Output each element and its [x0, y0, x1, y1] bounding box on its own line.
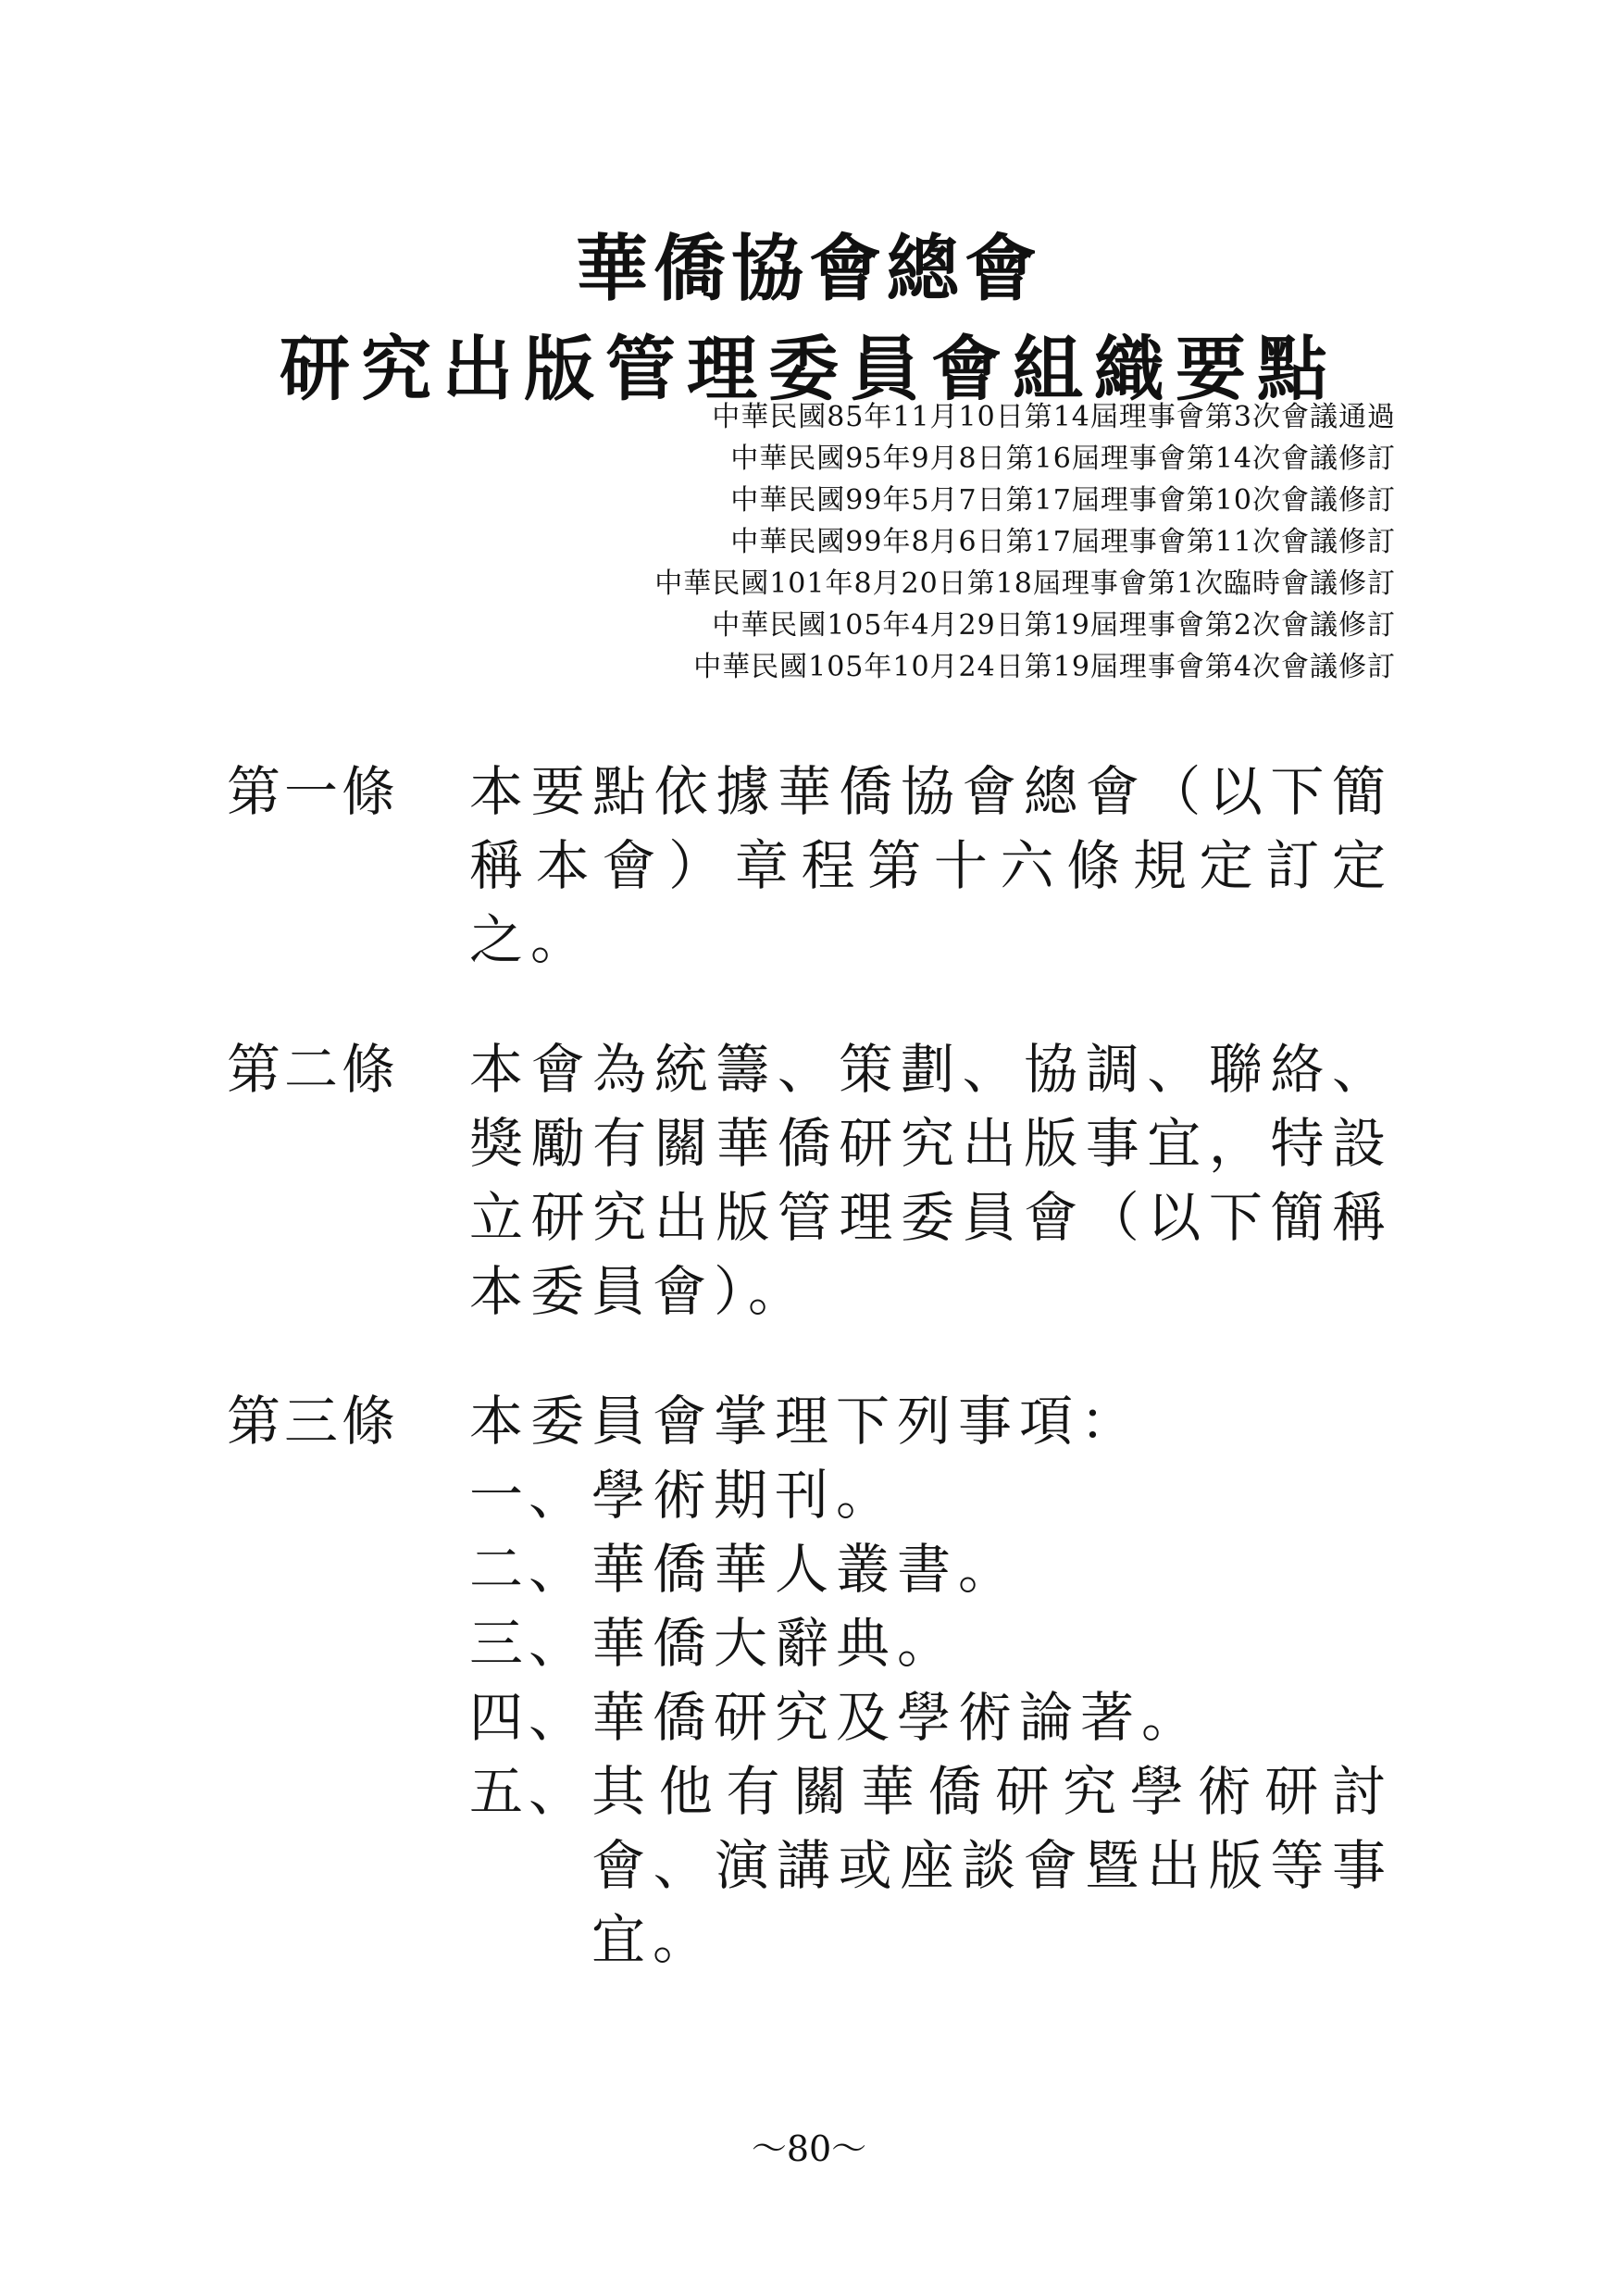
article-body: [469, 1384, 1393, 1977]
history-line: 中華民國85年11月10日第14屆理事會第3次會議通過: [712, 401, 1396, 433]
list-item: [469, 1754, 1393, 1977]
item-text: 華僑研究及學術論著。: [591, 1686, 1203, 1749]
page-number: ～80～: [751, 2128, 867, 2169]
document-subtitle: 研究出版管理委員會組織要點: [280, 328, 1338, 410]
article-3: [227, 1384, 1393, 1977]
history-line: 中華民國99年5月7日第17屆理事會第10次會議修訂: [730, 484, 1396, 517]
item-number: 一、: [469, 1464, 589, 1527]
amendment-history: [654, 396, 1396, 688]
history-line: 中華民國101年8月20日第18屆理事會第1次臨時會議修訂: [654, 568, 1396, 600]
document-title: 華僑協會總會: [575, 227, 1042, 311]
item-text: 華僑華人叢書。: [591, 1538, 1020, 1601]
history-line: 中華民國105年10月24日第19屆理事會第4次會議修訂: [693, 651, 1396, 683]
list-item: [469, 1606, 1393, 1680]
list-item: [469, 1532, 1393, 1606]
item-number: 四、: [469, 1686, 589, 1749]
article-2: [227, 1032, 1393, 1329]
article-text: 本會為統籌、策劃、協調、聯絡、獎勵有關華僑研究出版事宜，特設立研究出版管理委員會（以下簡稱本委員會）。: [469, 1038, 1393, 1323]
article-1: [227, 755, 1393, 977]
article-label: 第三條: [227, 1390, 400, 1453]
article-text: 本要點依據華僑協會總會（以下簡稱本會）章程第十六條規定訂定之。: [469, 760, 1393, 971]
list-item: [469, 1458, 1393, 1532]
article-text: 本委員會掌理下列事項：: [469, 1390, 1142, 1453]
history-line: 中華民國105年4月29日第19屆理事會第2次會議修訂: [712, 609, 1396, 642]
history-line: 中華民國99年8月6日第17屆理事會第11次會議修訂: [730, 526, 1396, 558]
history-line: 中華民國95年9月8日第16屆理事會第14次會議修訂: [730, 443, 1396, 475]
item-text: 華僑大辭典。: [591, 1612, 959, 1675]
duty-list: [469, 1458, 1393, 1977]
article-label: 第一條: [227, 760, 400, 823]
item-text: 其他有關華僑研究學術研討會、演講或座談會暨出版等事宜。: [591, 1760, 1393, 1971]
item-number: 三、: [469, 1612, 589, 1675]
item-text: 學術期刊。: [591, 1464, 898, 1527]
item-number: 二、: [469, 1538, 589, 1601]
article-label: 第二條: [227, 1038, 400, 1101]
list-item: [469, 1680, 1393, 1754]
item-number: 五、: [469, 1760, 589, 1823]
